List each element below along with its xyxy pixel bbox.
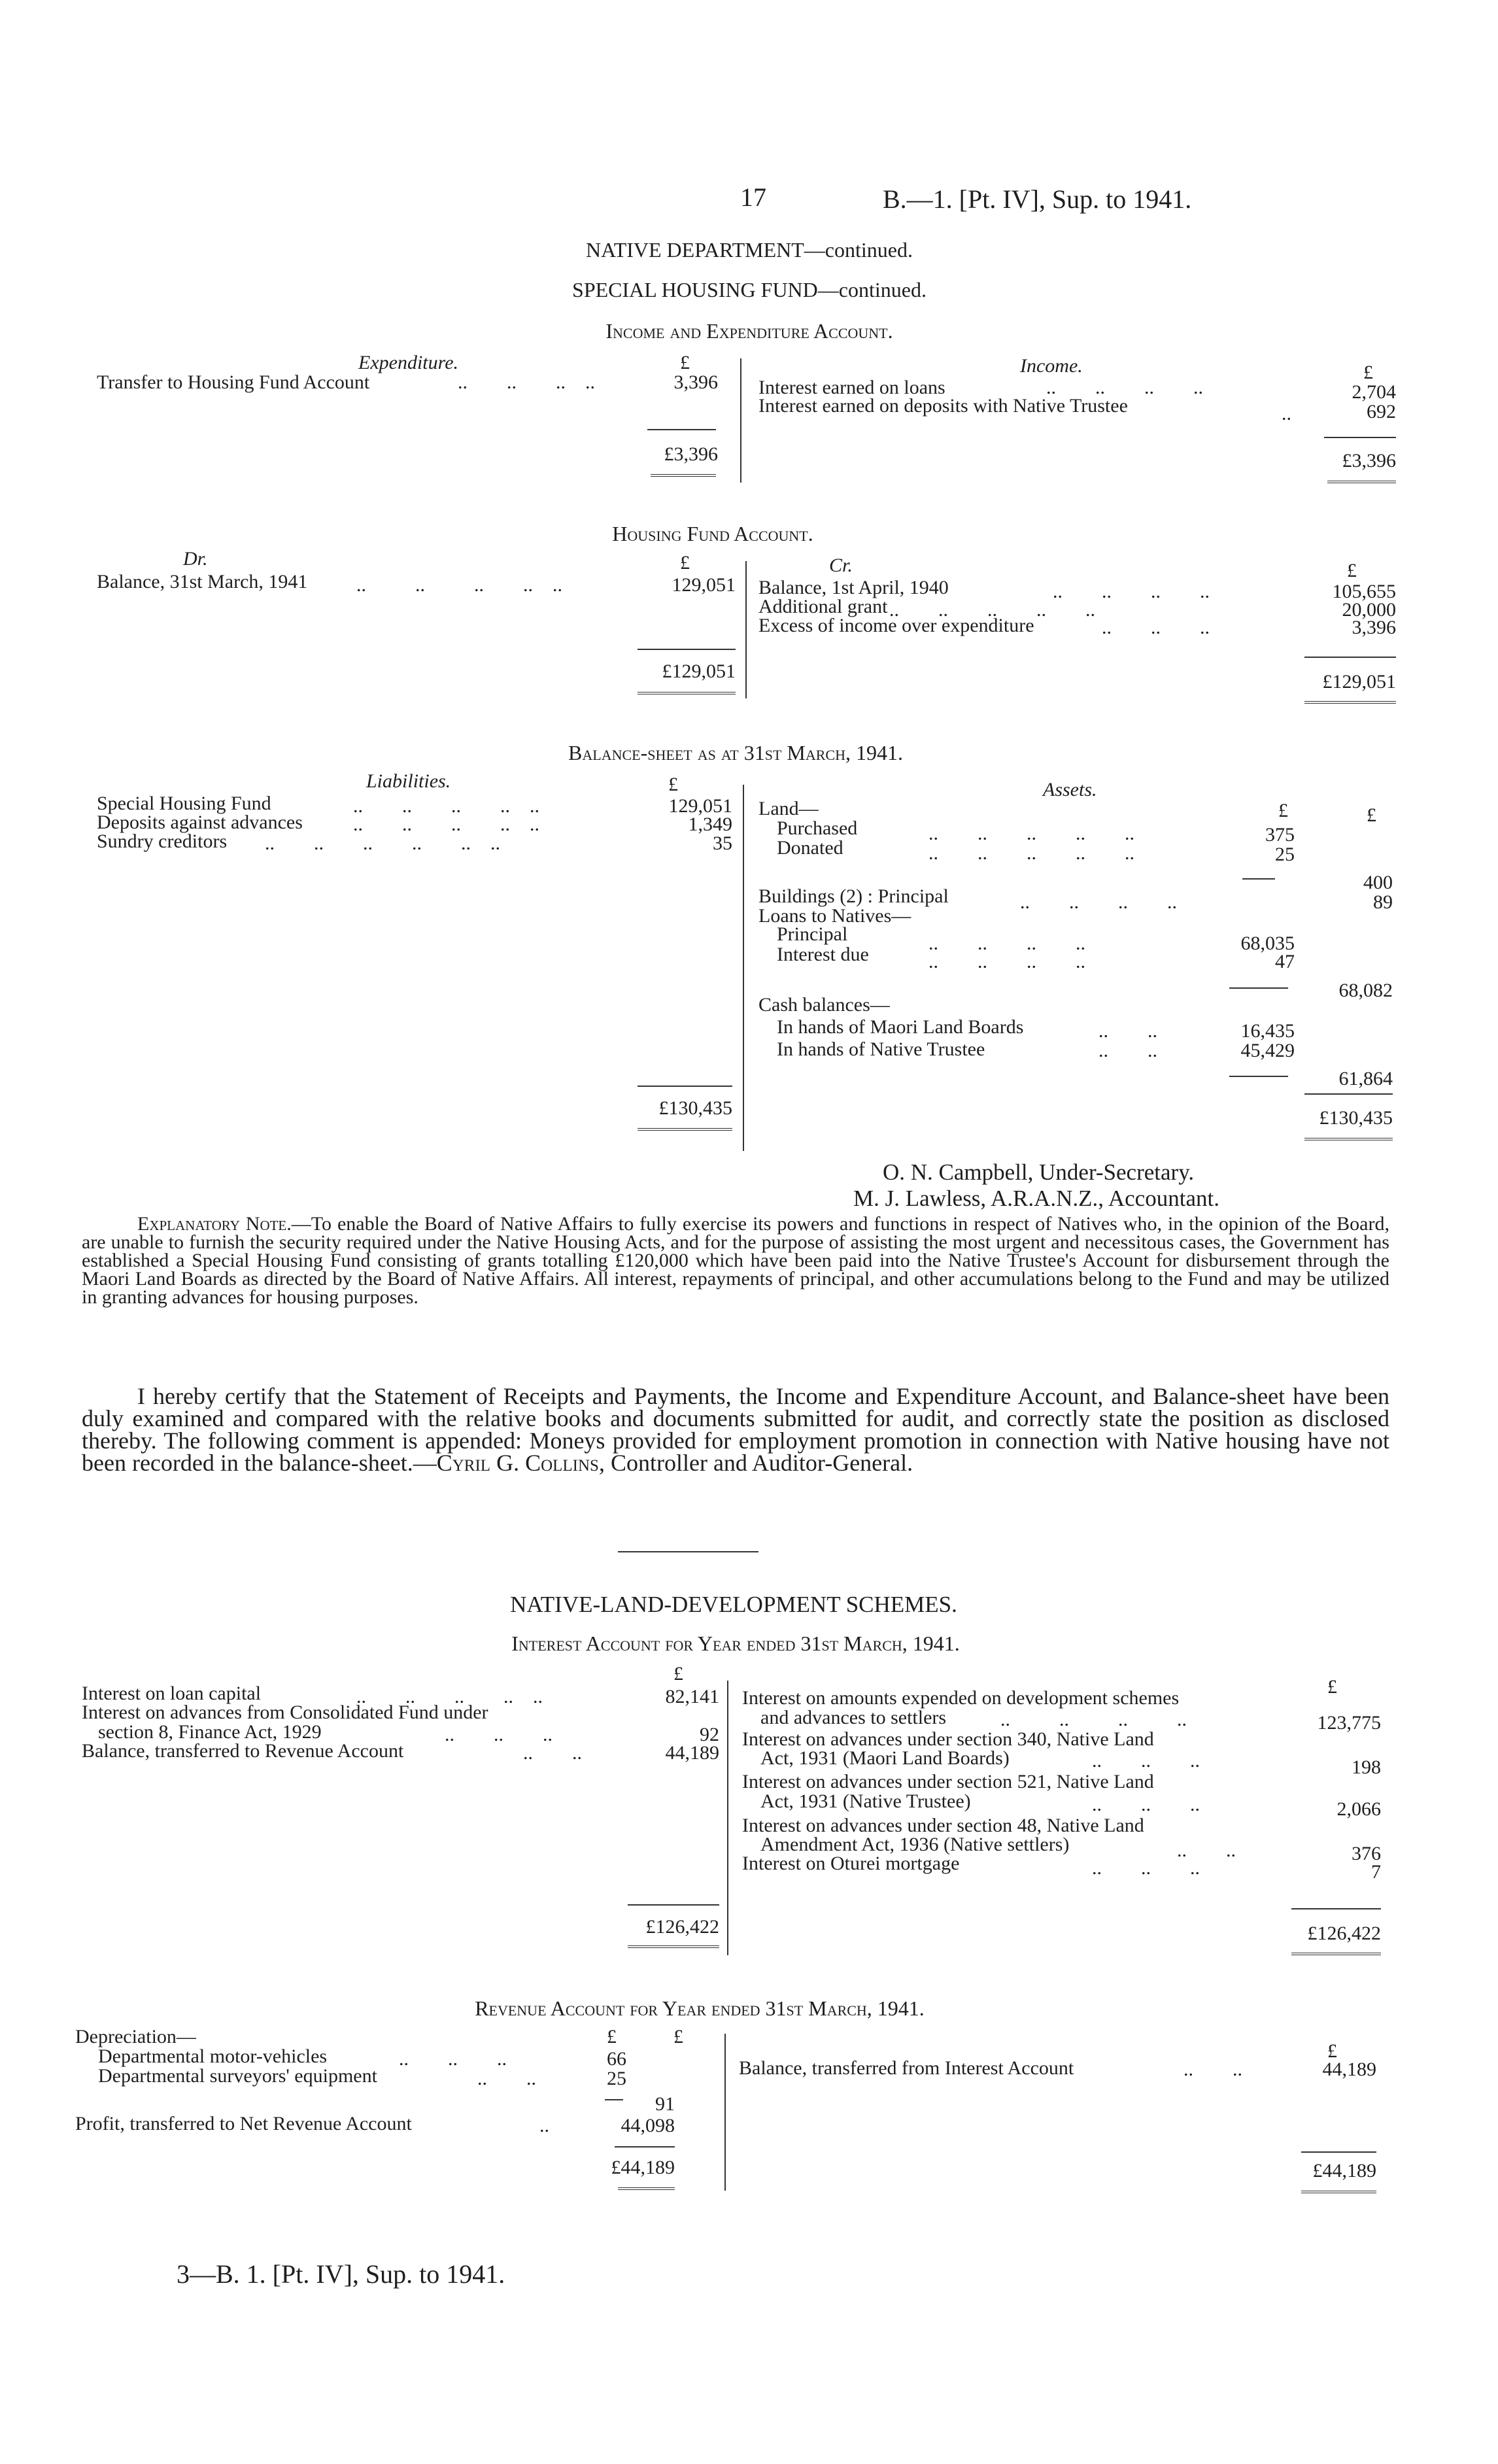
ra-right-amount: 44,189 (1322, 2059, 1376, 2080)
bs-principal-amount: 68,035 (1240, 933, 1295, 954)
ra-motor-vehicles-amount: 66 (607, 2048, 626, 2070)
ia-right-item-1-line2: and advances to settlers (760, 1707, 947, 1728)
dot-leader: .. .. .. .. .. (889, 599, 1095, 621)
ia-right-item-4-line2: Amendment Act, 1936 (Native settlers) (760, 1834, 1070, 1855)
ra-depreciation-label: Depreciation— (75, 2026, 196, 2047)
page-number: 17 (740, 182, 766, 212)
certificate-signer-title: , Controller and Auditor-General. (598, 1450, 913, 1476)
bs-liability-amount-2: 1,349 (688, 813, 732, 835)
bs-pound-sign-col2: £ (1367, 804, 1376, 826)
hf-dr-total: £129,051 (662, 660, 736, 682)
bs-buildings-amount: 89 (1373, 891, 1393, 913)
ie-left-total-rule (647, 429, 716, 430)
dot-leader: .. .. (1183, 2059, 1242, 2080)
bs-assets-heading: Assets. (1043, 779, 1097, 800)
ie-expenditure-total: £3,396 (664, 443, 718, 465)
bs-liability-label-2: Deposits against advances (97, 812, 303, 833)
bs-buildings-label: Buildings (2) : Principal (758, 885, 949, 907)
dot-leader: .. .. .. .. .. (353, 795, 539, 817)
ia-right-item-3-line2: Act, 1931 (Native Trustee) (760, 1790, 971, 1812)
dot-leader: .. .. .. .. (1046, 377, 1203, 398)
hf-account-title: Housing Fund Account. (612, 522, 813, 545)
ra-motor-vehicles-label: Departmental motor-vehicles (98, 2045, 328, 2067)
ia-left-item-3: section 8, Finance Act, 1929 (98, 1721, 322, 1743)
bs-right-total-double-rule (1304, 1138, 1393, 1140)
hf-dr-heading: Dr. (183, 548, 208, 570)
ra-title: Revenue Account for Year ended 31st March, 1941. (475, 1996, 925, 2020)
dot-leader: .. .. .. (1102, 617, 1210, 638)
hf-cr-total: £129,051 (1322, 671, 1396, 693)
hf-right-total-rule (1304, 657, 1396, 658)
dot-leader: .. .. .. (1092, 1794, 1200, 1815)
ia-left-amount-3: 92 (700, 1724, 719, 1745)
ra-surveyors-equipment-label: Departmental surveyors' equipment (98, 2065, 377, 2087)
dot-leader: .. .. .. .. .. (928, 842, 1134, 864)
ia-pound-sign-left: £ (673, 1663, 683, 1685)
bs-left-total-rule (638, 1086, 732, 1087)
bs-liability-amount-3: 35 (713, 832, 732, 854)
bs-maori-boards-label: In hands of Maori Land Boards (777, 1016, 1024, 1038)
bs-liabilities-heading: Liabilities. (366, 770, 451, 792)
hf-cr-amount-3: 3,396 (1352, 617, 1396, 638)
ie-expenditure-heading: Expenditure. (358, 352, 459, 373)
dot-leader: .. .. .. .. (1020, 891, 1177, 913)
bs-liability-amount-1: 129,051 (668, 795, 732, 817)
ra-profit-amount: 44,098 (621, 2115, 675, 2136)
bs-native-trustee-amount: 45,429 (1240, 1040, 1295, 1061)
bs-maori-boards-amount: 16,435 (1240, 1020, 1295, 1042)
ia-left-item-1: Interest on loan capital (82, 1683, 262, 1704)
bs-land-total: 400 (1363, 872, 1393, 893)
bs-cash-label: Cash balances— (758, 994, 890, 1016)
ra-left-total-rule (615, 2146, 675, 2147)
ie-income-item-2: Interest earned on deposits with Native Trustee (758, 395, 1128, 417)
bs-right-total-rule (1304, 1093, 1393, 1095)
signature-under-secretary: O. N. Campbell, Under-Secretary. (883, 1159, 1195, 1185)
ia-column-divider (727, 1681, 728, 1955)
bs-column-divider (743, 785, 744, 1151)
ia-right-amount-1: 123,775 (1317, 1712, 1381, 1734)
ia-right-amount-4: 376 (1352, 1843, 1381, 1864)
hf-cr-heading: Cr. (829, 555, 853, 576)
hf-left-total-rule (638, 649, 736, 650)
signature-accountant: M. J. Lawless, A.R.A.N.Z., Accountant. (853, 1186, 1219, 1211)
audit-certificate (82, 1385, 1389, 1474)
ie-left-total-double-rule (651, 474, 716, 477)
ia-right-amount-2: 198 (1352, 1756, 1381, 1778)
ia-right-item-4-line1: Interest on advances under section 48, Native Land (742, 1815, 1144, 1836)
dot-leader: .. .. (477, 2068, 536, 2089)
ie-income-amount-2: 692 (1367, 401, 1396, 422)
bs-land-label: Land— (758, 798, 819, 819)
dot-leader: .. .. .. (1092, 1857, 1200, 1879)
hf-cr-amount-2: 20,000 (1342, 599, 1396, 621)
ra-right-total: £44,189 (1312, 2160, 1376, 2182)
ia-right-item-5: Interest on Oturei mortgage (742, 1853, 960, 1874)
dot-leader: .. .. .. (1092, 1750, 1200, 1771)
ie-income-heading: Income. (1020, 355, 1083, 377)
bs-cash-total: 61,864 (1338, 1068, 1393, 1089)
dot-leader: .. (1282, 403, 1291, 424)
hf-dr-item: Balance, 31st March, 1941 (97, 571, 308, 592)
ra-column-divider (724, 2034, 726, 2191)
dot-leader: .. .. .. .. .. .. (265, 832, 500, 854)
certificate-signer: Cyril G. Collins (436, 1450, 599, 1476)
ra-left-total: £44,189 (611, 2157, 675, 2178)
bs-principal-label: Principal (777, 923, 848, 945)
hf-left-total-double-rule (638, 692, 736, 694)
hf-pound-sign-left: £ (680, 552, 690, 573)
ie-income-total: £3,396 (1342, 450, 1396, 471)
ie-right-total-double-rule (1327, 481, 1396, 483)
bs-donated-amount: 25 (1275, 844, 1295, 865)
ie-expenditure-item: Transfer to Housing Fund Account (97, 371, 370, 393)
ia-left-total-rule (628, 1904, 719, 1906)
department-heading: NATIVE DEPARTMENT—continued. (586, 238, 913, 262)
dot-leader: .. .. .. (399, 2048, 507, 2070)
ia-left-item-4: Balance, transferred to Revenue Account (82, 1740, 404, 1762)
ia-left-total-double-rule (628, 1945, 719, 1948)
dot-leader: .. .. (1098, 1040, 1157, 1061)
bs-loans-total: 68,082 (1338, 980, 1393, 1001)
ie-account-title: Income and Expenditure Account. (605, 319, 893, 343)
explanatory-note-text: —To enable the Board of Native Affairs to fully exercise its powers and functions in respect of Natives who, in the opinion of the Board, are unable to furnish the security required under the Native Housing Acts, and for the purpose of assisting the most urgent and necessitous cases, the Government has established a Special Housing Fund consisting of grants totalling £120,000 which have been paid into the Native Trustee's Account for disbursement through the Maori Land Boards as directed by the Board of Native Affairs. All interest, repayments of principal, and other accumulations belong to the Fund and may be utilized in granting advances for housing purposes. (82, 1213, 1389, 1308)
explanatory-note-lead: Explanatory Note. (137, 1213, 292, 1235)
dot-leader: .. (539, 2115, 549, 2136)
bs-liabilities-total: £130,435 (658, 1097, 732, 1119)
dot-leader: .. .. .. .. (1000, 1709, 1187, 1730)
hf-cr-item-3: Excess of income over expenditure (758, 615, 1034, 636)
ia-left-total: £126,422 (645, 1916, 719, 1938)
ie-income-item-1: Interest earned on loans (758, 377, 945, 398)
ra-pound-sign-col1: £ (607, 2026, 617, 2047)
bs-pound-sign-left: £ (668, 774, 678, 795)
ia-right-total: £126,422 (1307, 1923, 1381, 1944)
bs-pound-sign-col1: £ (1278, 800, 1288, 821)
section-separator (618, 1551, 758, 1552)
dot-leader: .. .. .. .. (1053, 581, 1210, 602)
bs-cash-subtotal-rule (1229, 1076, 1288, 1077)
bs-loans-subtotal-rule (1229, 987, 1288, 989)
bs-interest-due-amount: 47 (1275, 951, 1295, 972)
ia-right-total-rule (1291, 1908, 1381, 1909)
ra-pound-sign-col2: £ (673, 2026, 683, 2047)
ra-right-item: Balance, transferred from Interest Account (739, 2057, 1074, 2079)
bs-donated-label: Donated (777, 837, 843, 859)
ia-title: Interest Account for Year ended 31st March, 1941. (511, 1632, 960, 1655)
hf-cr-item-2: Additional grant (758, 596, 888, 617)
ra-depreciation-total: 91 (655, 2093, 675, 2115)
ra-depreciation-subtotal-rule (605, 2099, 623, 2100)
ra-right-total-double-rule (1301, 2191, 1376, 2193)
dot-leader: .. .. (1098, 1020, 1157, 1042)
ra-pound-sign-right: £ (1327, 2040, 1337, 2062)
dot-leader: .. .. .. .. .. (356, 574, 562, 596)
bs-assets-total: £130,435 (1319, 1107, 1393, 1129)
ia-right-total-double-rule (1291, 1953, 1381, 1955)
ra-profit-label: Profit, transferred to Net Revenue Account (75, 2113, 412, 2134)
bs-interest-due-label: Interest due (777, 944, 869, 965)
explanatory-note (82, 1215, 1389, 1307)
ia-left-item-2: Interest on advances from Consolidated Fund under (82, 1702, 488, 1723)
dot-leader: .. .. (1177, 1839, 1236, 1861)
hf-column-divider (745, 561, 747, 698)
bs-liability-label-3: Sundry creditors (97, 830, 228, 852)
bs-left-total-double-rule (638, 1128, 732, 1131)
ie-column-divider (740, 358, 741, 483)
hf-pound-sign-right: £ (1347, 560, 1357, 581)
ra-right-total-rule (1301, 2151, 1376, 2153)
bs-purchased-amount: 375 (1265, 824, 1295, 846)
ia-right-item-2-line2: Act, 1931 (Maori Land Boards) (760, 1747, 1010, 1769)
ie-right-total-rule (1324, 437, 1396, 438)
bs-loans-label: Loans to Natives— (758, 905, 911, 927)
hf-cr-item-1: Balance, 1st April, 1940 (758, 577, 949, 598)
ie-pound-sign-left: £ (680, 352, 690, 373)
bs-title: Balance-sheet as at 31st March, 1941. (568, 741, 903, 764)
ia-pound-sign-right: £ (1327, 1676, 1337, 1698)
dot-leader: .. .. .. .. .. (353, 813, 539, 835)
ia-right-amount-3: 2,066 (1336, 1798, 1381, 1820)
ie-pound-sign-right: £ (1363, 362, 1373, 383)
ie-income-amount-1: 2,704 (1352, 381, 1396, 403)
dot-leader: .. .. .. .. .. (356, 1686, 543, 1707)
page-reference: B.—1. [Pt. IV], Sup. to 1941. (883, 184, 1192, 214)
ia-right-item-2-line1: Interest on advances under section 340, Native Land (742, 1728, 1154, 1750)
ia-left-amount-4: 44,189 (665, 1742, 719, 1764)
hf-dr-amount: 129,051 (672, 574, 736, 596)
ia-right-amount-5: 7 (1371, 1861, 1381, 1883)
ie-expenditure-amount: 3,396 (673, 371, 718, 393)
dot-leader: .. .. .. .. (458, 371, 595, 393)
ia-right-item-3-line1: Interest on advances under section 521, Native Land (742, 1771, 1154, 1792)
dot-leader: .. .. .. .. (928, 933, 1085, 954)
hf-right-total-double-rule (1304, 701, 1396, 704)
ia-right-item-1-line1: Interest on amounts expended on development schemes (742, 1687, 1180, 1709)
certificate-text: I hereby certify that the Statement of Receipts and Payments, the Income and Expenditure Account, and Balance-sheet have been duly examined and compared with the relative books and documents submitted for audit, and correctly state the position as disclosed thereby. The following comment is appended: Moneys provided for employment promotion in connection with Native housing have not been recorded in the balance-sheet.— (82, 1383, 1389, 1476)
bs-purchased-label: Purchased (777, 817, 858, 839)
page-footer-reference: 3—B. 1. [Pt. IV], Sup. to 1941. (177, 2259, 505, 2289)
ia-left-amount-1: 82,141 (665, 1686, 719, 1707)
ra-surveyors-equipment-amount: 25 (607, 2068, 626, 2089)
ra-left-total-double-rule (618, 2187, 675, 2190)
dot-leader: .. .. .. (445, 1724, 553, 1745)
hf-cr-amount-1: 105,655 (1332, 581, 1396, 602)
dot-leader: .. .. .. .. (928, 951, 1085, 972)
dot-leader: .. .. (523, 1742, 582, 1764)
bs-native-trustee-label: In hands of Native Trustee (777, 1038, 985, 1060)
bs-liability-label-1: Special Housing Fund (97, 793, 271, 814)
fund-heading: SPECIAL HOUSING FUND—continued. (572, 278, 927, 301)
schemes-title: NATIVE-LAND-DEVELOPMENT SCHEMES. (510, 1592, 957, 1617)
dot-leader: .. .. .. .. .. (928, 823, 1134, 844)
bs-land-subtotal-rule (1242, 878, 1275, 880)
